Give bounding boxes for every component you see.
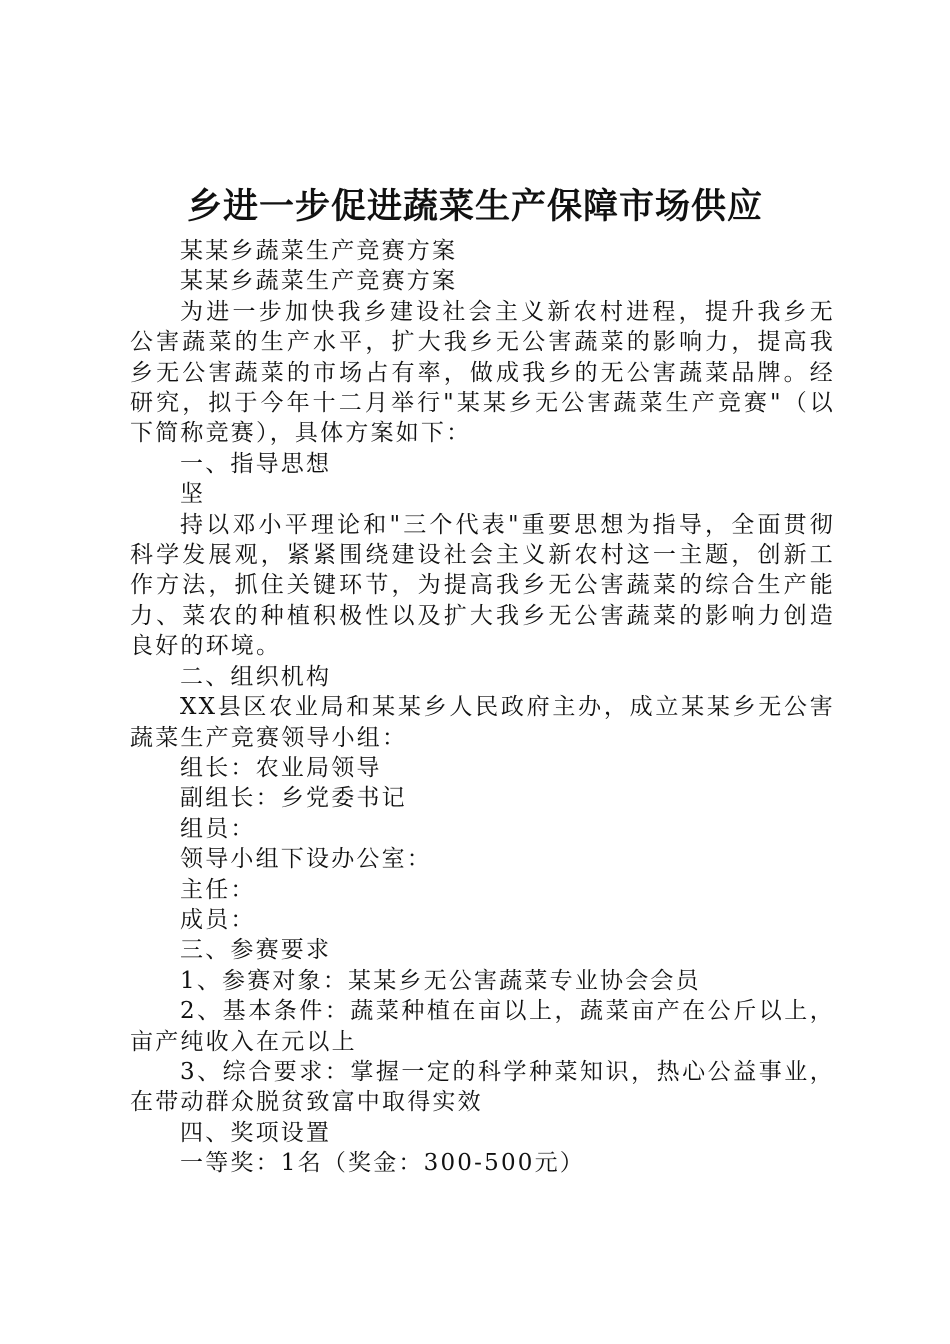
list-item-basic-conditions: 2、基本条件：蔬菜种植在亩以上，蔬菜亩产在公斤以上，亩产纯收入在元以上 [130,998,835,1055]
document-title: 乡进一步促进蔬菜生产保障市场供应 [186,187,763,227]
paragraph-plan-heading: 某某乡蔬菜生产竞赛方案 [180,238,458,264]
document-body [130,236,835,1179]
paragraph-guiding-thought: 持以邓小平理论和"三个代表"重要思想为指导，全面贯彻科学发展观，紧紧围绕建设社会主义新农村这一主题，创新工作方法，抓住关键环节，为提高我乡无公害蔬菜的综合生产能力、菜农的种植积极性以及扩大我乡无公害蔬菜的影响力创造良好的环境。 [130,511,835,660]
section-heading-organization: 二、组织机构 [180,663,332,690]
list-item-office: 领导小组下设办公室： [180,846,432,873]
list-item-participants: 1、参赛对象：某某乡无公害蔬菜专业协会会员 [180,967,701,994]
list-item-deputy-leader: 副组长：乡党委书记 [180,785,407,812]
list-item-overall-requirements: 3、综合要求：掌握一定的科学种菜知识，热心公益事业，在带动群众脱贫致富中取得实效 [130,1058,835,1116]
list-item-members: 组员： [180,815,256,842]
section-heading-requirements: 三、参赛要求 [180,937,332,964]
paragraph-plan-heading-repeat: 某某乡蔬菜生产竞赛方案 [180,268,458,295]
list-item-first-prize: 一等奖：1名（奖金：300-500元） [180,1150,586,1177]
list-item-office-members: 成员： [180,906,256,933]
section-heading-awards: 四、奖项设置 [180,1119,332,1146]
section-heading-guiding-thought: 一、指导思想 [180,450,332,477]
list-item-group-leader: 组长：农业局领导 [180,754,382,781]
paragraph-intro: 为进一步加快我乡建设社会主义新农村进程，提升我乡无公害蔬菜的生产水平，扩大我乡无公害蔬菜的影响力，提高我乡无公害蔬菜的市场占有率，做成我乡的无公害蔬菜品牌。经研究，拟于今年十二月举行"某某乡无公害蔬菜生产竞赛"（以下简称竞赛），具体方案如下： [130,298,835,447]
list-item-director: 主任： [180,876,256,903]
paragraph-organization: XX县区农业局和某某乡人民政府主办，成立某某乡无公害蔬菜生产竞赛领导小组： [130,694,835,751]
paragraph-fragment: 坚 [180,481,206,508]
